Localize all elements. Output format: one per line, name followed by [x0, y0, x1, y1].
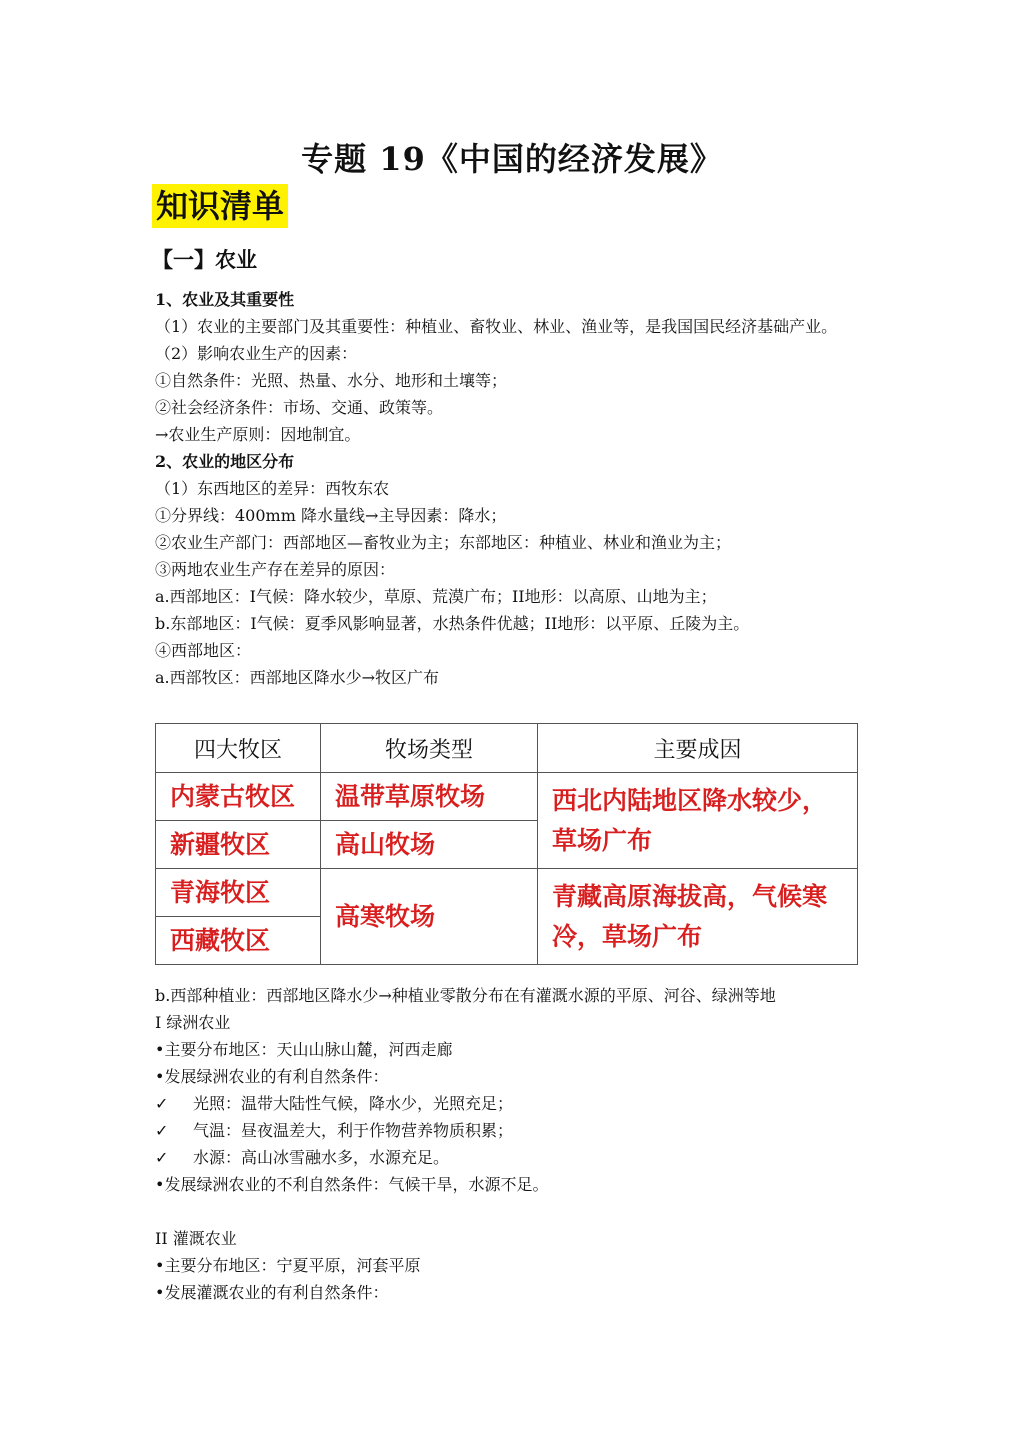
text-line-content: I 绿洲农业 [155, 1013, 231, 1032]
text-line-content: b.东部地区：I气候：夏季风影响显著，水热条件优越；II地形：以平原、丘陵为主。 [155, 614, 750, 633]
text-line-content: II 灌溉农业 [155, 1229, 237, 1248]
text-line [155, 421, 875, 448]
text-line [155, 556, 875, 583]
text-line [155, 610, 875, 637]
text-line-content: 光照：温带大陆性气候，降水少，光照充足； [193, 1094, 514, 1113]
table-cell-region: 青海牧区 [156, 869, 321, 917]
check-icon: ✓ [155, 1121, 169, 1140]
text-line-content: ④西部地区： [155, 641, 252, 660]
text-line-content: 气温：昼夜温差大，利于作物营养物质积累； [193, 1121, 514, 1140]
text-line-content: 水源：高山冰雪融水多，水源充足。 [193, 1148, 450, 1167]
table-cell-region: 内蒙古牧区 [156, 773, 321, 821]
text-line [155, 1279, 875, 1306]
text-line [155, 1036, 875, 1063]
text-line [155, 367, 875, 394]
text-line [155, 1090, 875, 1117]
text-line-content: a.西部牧区：西部地区降水少→牧区广布 [155, 668, 440, 687]
text-line-content: ①分界线：400mm 降水量线→主导因素：降水； [155, 506, 507, 525]
text-line-content: ①自然条件：光照、热量、水分、地形和土壤等； [155, 371, 508, 390]
table-cell-type: 温带草原牧场 [321, 773, 538, 821]
text-line-content: •发展灌溉农业的有利自然条件： [155, 1283, 389, 1302]
table-header-row [156, 724, 858, 773]
text-line [155, 286, 875, 313]
text-line-content: •主要分布地区：宁夏平原，河套平原 [155, 1256, 421, 1275]
table-cell-region: 西藏牧区 [156, 917, 321, 965]
text-line [155, 313, 875, 340]
text-line-content: b.西部种植业：西部地区降水少→种植业零散分布在有灌溉水源的平原、河谷、绿洲等地 [155, 986, 776, 1005]
table-header: 四大牧区 [156, 724, 321, 773]
text-line-content: •发展绿洲农业的有利自然条件： [155, 1067, 389, 1086]
text-block-planting [155, 982, 875, 1306]
text-line [155, 1252, 875, 1279]
text-line [155, 502, 875, 529]
text-line [155, 340, 875, 367]
text-line [155, 664, 875, 691]
table-cell-cause: 西北内陆地区降水较少，草场广布 [538, 773, 858, 869]
text-line [155, 1117, 875, 1144]
text-line [155, 982, 875, 1009]
text-line-content: ②农业生产部门：西部地区—畜牧业为主；东部地区：种植业、林业和渔业为主； [155, 533, 732, 552]
text-line-content: 2、农业的地区分布 [155, 452, 295, 471]
check-icon: ✓ [155, 1094, 169, 1113]
table-header: 主要成因 [538, 724, 858, 773]
table-cell-type: 高寒牧场 [321, 869, 538, 965]
text-line-content: •主要分布地区：天山山脉山麓，河西走廊 [155, 1040, 453, 1059]
text-line-content: •发展绿洲农业的不利自然条件：气候干旱，水源不足。 [155, 1175, 549, 1194]
text-line [155, 1009, 875, 1036]
table-cell-region: 新疆牧区 [156, 821, 321, 869]
text-line-content: ②社会经济条件：市场、交通、政策等。 [155, 398, 444, 417]
text-line [155, 637, 875, 664]
text-line-content: （1）农业的主要部门及其重要性：种植业、畜牧业、林业、渔业等，是我国国民经济基础产业。 [155, 317, 838, 336]
text-line-content: →农业生产原则：因地制宜。 [155, 425, 361, 444]
text-line [155, 1144, 875, 1171]
text-line [155, 583, 875, 610]
highlight-heading: 知识清单 [152, 184, 288, 228]
text-line-content: （2）影响农业生产的因素： [155, 344, 358, 363]
text-line-content: a.西部地区：I气候：降水较少，草原、荒漠广布；II地形：以高原、山地为主； [155, 587, 717, 606]
text-line [155, 475, 875, 502]
text-block-agriculture [155, 286, 875, 691]
table-cell-cause: 青藏高原海拔高，气候寒冷，草场广布 [538, 869, 858, 965]
text-line [155, 448, 875, 475]
table-row [156, 869, 858, 917]
text-line [155, 394, 875, 421]
text-line [155, 1225, 875, 1252]
check-icon: ✓ [155, 1148, 169, 1167]
text-line-content: （1）东西地区的差异：西牧东农 [155, 479, 390, 498]
section-heading: 【一】农业 [152, 247, 257, 272]
page-title: 专题 19《中国的经济发展》 [301, 140, 723, 178]
text-line [155, 529, 875, 556]
text-line [155, 1063, 875, 1090]
table-cell-type: 高山牧场 [321, 821, 538, 869]
table-row [156, 773, 858, 821]
text-line [155, 1198, 875, 1225]
pasture-table [155, 723, 858, 965]
table-header: 牧场类型 [321, 724, 538, 773]
text-line [155, 1171, 875, 1198]
text-line-content: ③两地农业生产存在差异的原因： [155, 560, 396, 579]
text-line-content: 1、农业及其重要性 [155, 290, 295, 309]
